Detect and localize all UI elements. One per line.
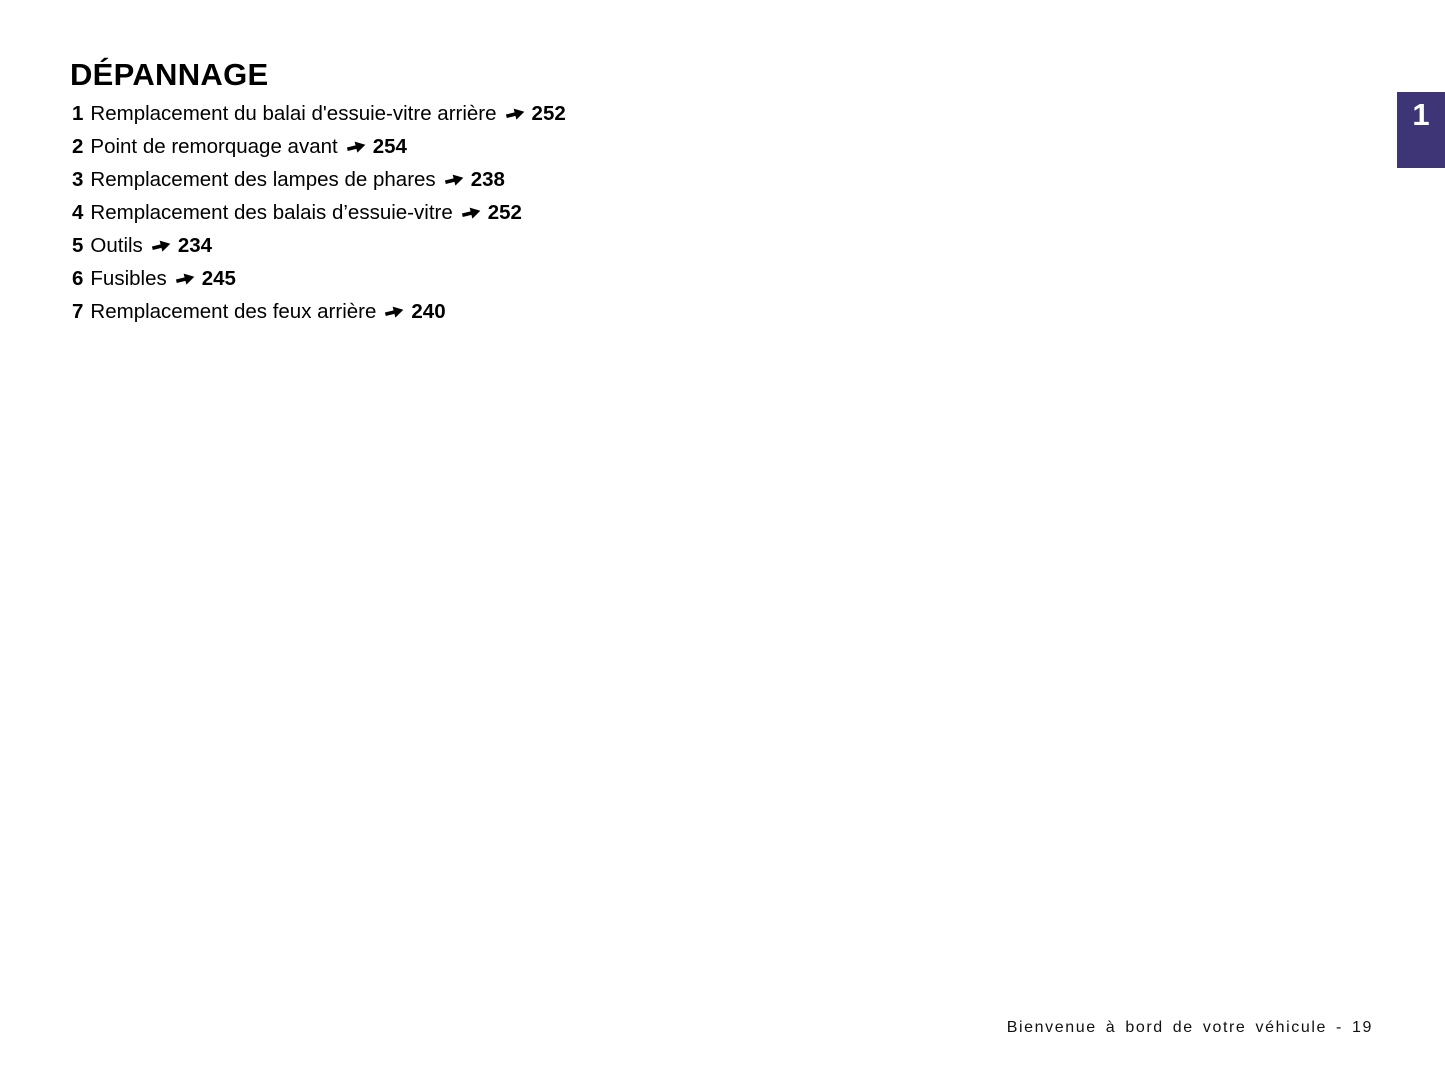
heavy-right-arrow-icon [345,137,367,157]
chapter-tab [1397,92,1445,168]
toc-list [72,97,566,328]
toc-item-page: 240 [411,300,446,323]
toc-item-number: 5 [72,234,84,257]
toc-item-page: 252 [531,102,566,125]
toc-item-page: 245 [201,267,236,290]
chapter-tab-number: 1 [1412,97,1430,132]
toc-item-label: Remplacement des lampes de phares [90,168,436,191]
toc-item-page: 234 [177,234,213,257]
page-title: DÉPANNAGE [70,56,269,92]
toc-item-label: Remplacement des feux arrière [90,300,377,323]
heavy-right-arrow-icon [150,236,172,256]
toc-item [72,196,566,229]
toc-item-label: Fusibles [90,267,167,290]
toc-item [72,262,566,295]
toc-item-page: 252 [487,201,522,224]
heavy-right-arrow-icon [504,104,526,124]
toc-item-number: 4 [72,201,84,224]
toc-item-number: 7 [72,300,84,323]
toc-item-number: 3 [72,168,84,191]
page-footer: Bienvenue à bord de votre véhicule - 19 [1006,1019,1373,1036]
heavy-right-arrow-icon [460,203,482,223]
heavy-right-arrow-icon [174,269,196,289]
toc-item-number: 6 [72,267,84,290]
toc-item-label: Remplacement des balais d’essuie-vitre [90,201,453,224]
toc-item-label: Outils [90,234,143,257]
toc-item-number: 2 [72,135,84,158]
toc-item [72,295,566,328]
toc-item-page: 238 [470,168,505,191]
toc-item [72,97,566,130]
heavy-right-arrow-icon [384,302,406,322]
toc-item-label: Point de remorquage avant [90,135,338,158]
toc-item-label: Remplacement du balai d'essuie-vitre arrière [90,102,497,125]
heavy-right-arrow-icon [443,170,465,190]
toc-item [72,229,566,262]
toc-item [72,163,566,196]
toc-item-number: 1 [72,102,84,125]
toc-item [72,130,566,163]
toc-item-page: 254 [372,135,407,158]
